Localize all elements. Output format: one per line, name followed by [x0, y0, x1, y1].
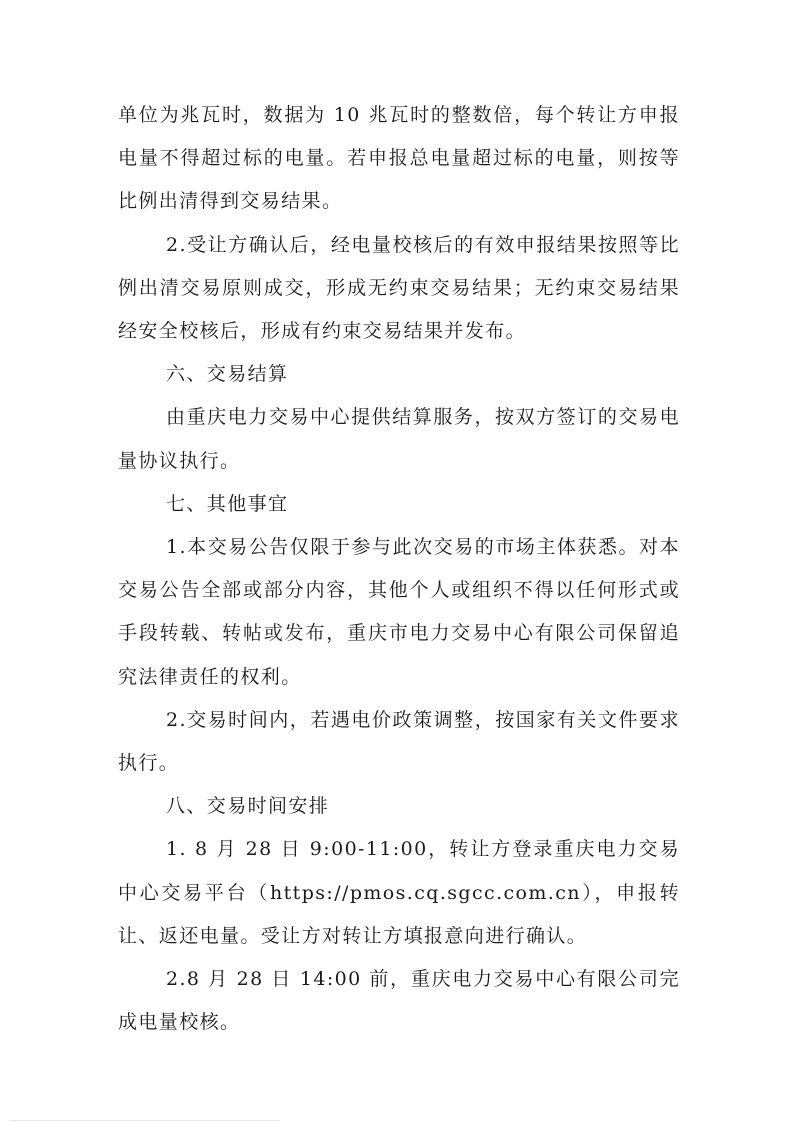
paragraph-unit-rules: 单位为兆瓦时，数据为 10 兆瓦时的整数倍，每个转让方申报电量不得超过标的电量。若申报总电量超过标的电量，则按等比例出清得到交易结果。	[118, 104, 680, 213]
paragraph-schedule-verification: 2.8 月 28 日 14:00 前，重庆电力交易中心有限公司完成电量校核。	[118, 968, 680, 1034]
document-body	[118, 94, 680, 1044]
section-heading-other-matters: 七、其他事宜	[166, 492, 289, 515]
paragraph-schedule-declaration: 1. 8 月 28 日 9:00-11:00，转让方登录重庆电力交易中心交易平台（https://pmos.cq.sgcc.com.cn），申报转让、返还电量。受让方对转让方填报意向进行确认。	[118, 838, 680, 947]
scan-edge-line	[10, 1120, 280, 1121]
section-heading-settlement: 六、交易结算	[166, 363, 289, 386]
section-heading-schedule: 八、交易时间安排	[166, 795, 330, 818]
paragraph-settlement: 由重庆电力交易中心提供结算服务，按双方签订的交易电量协议执行。	[118, 406, 680, 472]
paragraph-price-policy: 2.交易时间内，若遇电价政策调整，按国家有关文件要求执行。	[118, 708, 680, 775]
paragraph-confidentiality: 1.本交易公告仅限于参与此次交易的市场主体获悉。对本交易公告全部或部分内容，其他个人或组织不得以任何形式或手段转载、转帖或发布，重庆市电力交易中心有限公司保留追究法律责任的权利。	[118, 536, 680, 688]
paragraph-clearing-rules: 2.受让方确认后，经电量校核后的有效申报结果按照等比例出清交易原则成交，形成无约束交易结果；无约束交易结果经安全校核后，形成有约束交易结果并发布。	[118, 233, 680, 343]
